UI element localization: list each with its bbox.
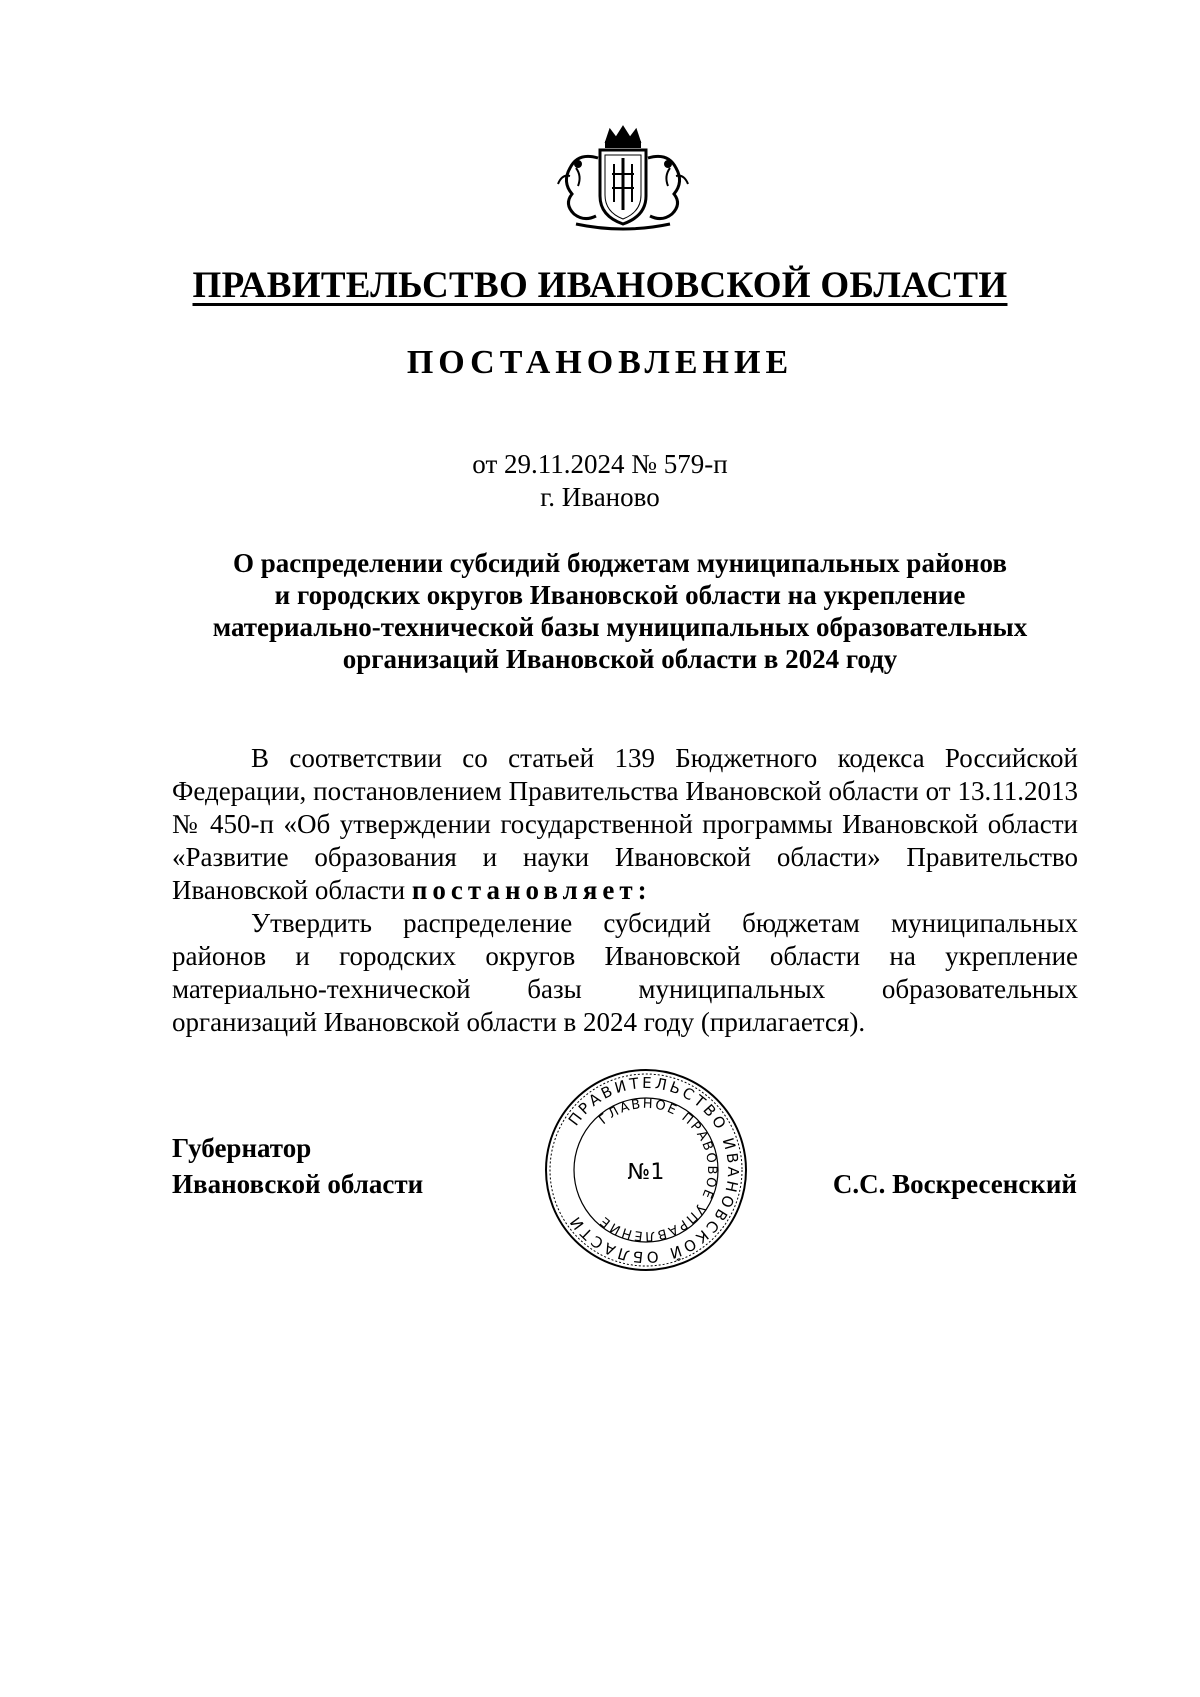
document-meta <box>0 448 1200 514</box>
subject-line: материально-технической базы муниципальных образовательных <box>212 612 1028 642</box>
body-paragraph-text: В соответствии со статьей 139 Бюджетного кодекса Российской Федерации, постановлением Правительства Ивановской области от 13.11.2013 № 450-п «Об утверждении государственной программы Ивановской области «Развитие образования и науки Ивановской области» Правительство Ивановской области <box>172 743 1078 905</box>
body-paragraph <box>172 742 1078 907</box>
organization-text: ПРАВИТЕЛЬСТВО ИВАНОВСКОЙ ОБЛАСТИ <box>192 265 1008 306</box>
date-number: от 29.11.2024 № 579-п <box>472 449 728 479</box>
subject-line: О распределении субсидий бюджетам муниципальных районов <box>233 548 1007 578</box>
signatory-name: С.С. Воскресенский <box>832 1169 1077 1199</box>
organization-title <box>0 264 1200 307</box>
resolution-keyword: постановляет: <box>411 875 652 905</box>
coat-of-arms-icon <box>548 124 698 231</box>
city: г. Иваново <box>540 482 660 512</box>
subject-line: организаций Ивановской области в 2024 году <box>342 644 898 674</box>
document-body <box>172 742 1078 1039</box>
position-line: Губернатор <box>172 1133 312 1163</box>
document-subject <box>170 547 1070 675</box>
stamp-outer-text: ПРАВИТЕЛЬСТВО ИВАНОВСКОЙ ОБЛАСТИ <box>564 1073 743 1267</box>
stamp-number: №1 <box>627 1160 665 1185</box>
body-paragraph: Утвердить распределение субсидий бюджетам муниципальных районов и городских округов Ивановской области на укрепление материально-технической базы муниципальных образовательных организаций Ивановской области в 2024 году (прилагается). <box>172 908 1078 1037</box>
subject-line: и городских округов Ивановской области на укрепление <box>274 580 966 610</box>
stamp-inner-text: ГЛАВНОЕ ПРАВОВОЕ УПРАВЛЕНИЕ <box>596 1096 720 1244</box>
official-stamp <box>543 1067 749 1273</box>
position-line: Ивановской области <box>172 1169 424 1199</box>
signatory-position <box>172 1130 423 1202</box>
document-type: ПОСТАНОВЛЕНИЕ <box>406 344 794 381</box>
